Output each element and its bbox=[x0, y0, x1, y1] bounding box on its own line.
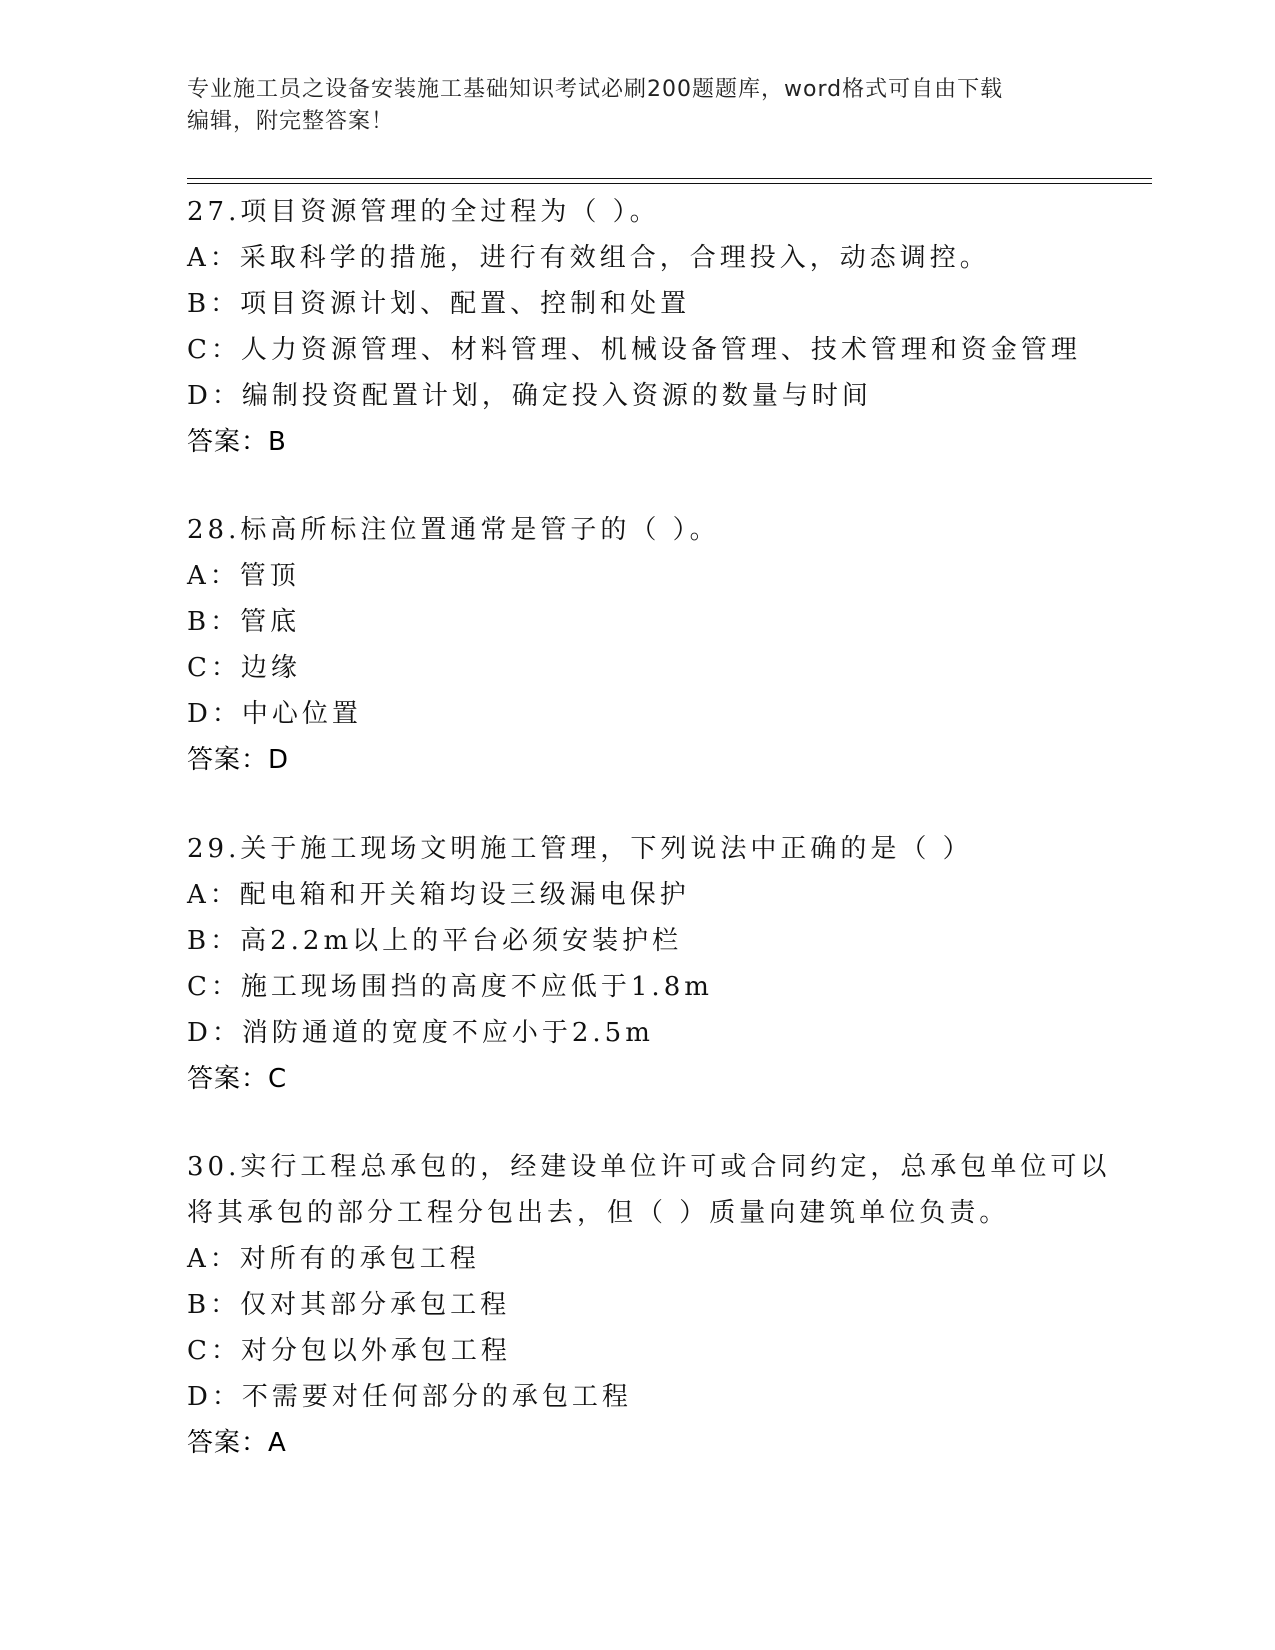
question-stem: 28.标高所标注位置通常是管子的（ ）。 bbox=[187, 515, 720, 545]
option-b: B：仅对其部分承包工程 bbox=[187, 1290, 511, 1320]
option-d: D：中心位置 bbox=[187, 699, 362, 729]
option-d: D：编制投资配置计划，确定投入资源的数量与时间 bbox=[187, 381, 872, 411]
option-c: C：边缘 bbox=[187, 653, 301, 683]
header-line-1: 专业施工员之设备安装施工基础知识考试必刷200题题库，word格式可自由下载 bbox=[187, 77, 1004, 102]
header-line-2: 编辑，附完整答案！ bbox=[187, 109, 395, 134]
question-30 bbox=[187, 1144, 1111, 1466]
option-d: D：不需要对任何部分的承包工程 bbox=[187, 1382, 632, 1412]
answer-line: 答案：C bbox=[187, 1064, 288, 1094]
option-a: A：对所有的承包工程 bbox=[187, 1244, 480, 1274]
question-stem: 27.项目资源管理的全过程为（ ）。 bbox=[187, 197, 660, 227]
header-divider-top bbox=[187, 178, 1152, 179]
option-c: C：对分包以外承包工程 bbox=[187, 1336, 511, 1366]
option-b: B：项目资源计划、配置、控制和处置 bbox=[187, 289, 691, 319]
question-stem-line-1: 30.实行工程总承包的，经建设单位许可或合同约定，总承包单位可以 bbox=[187, 1152, 1111, 1182]
option-a: A：配电箱和开关箱均设三级漏电保护 bbox=[187, 880, 690, 910]
option-d: D：消防通道的宽度不应小于2.5m bbox=[187, 1018, 654, 1048]
answer-line: 答案：A bbox=[187, 1428, 287, 1458]
question-28 bbox=[187, 507, 1107, 783]
answer-line: 答案：B bbox=[187, 427, 287, 457]
question-27 bbox=[187, 189, 1107, 465]
option-b: B：管底 bbox=[187, 607, 301, 637]
answer-line: 答案：D bbox=[187, 745, 290, 775]
question-29 bbox=[187, 826, 1107, 1102]
question-stem: 29.关于施工现场文明施工管理，下列说法中正确的是（ ） bbox=[187, 834, 973, 864]
document-header bbox=[187, 74, 1087, 138]
option-a: A：采取科学的措施，进行有效组合，合理投入，动态调控。 bbox=[187, 243, 990, 273]
header-divider-bottom bbox=[187, 183, 1152, 184]
option-c: C：人力资源管理、材料管理、机械设备管理、技术管理和资金管理 bbox=[187, 335, 1081, 365]
question-stem-line-2: 将其承包的部分工程分包出去，但（ ）质量向建筑单位负责。 bbox=[187, 1198, 1010, 1228]
option-a: A：管顶 bbox=[187, 561, 300, 591]
option-b: B：高2.2m以上的平台必须安装护栏 bbox=[187, 926, 683, 956]
option-c: C：施工现场围挡的高度不应低于1.8m bbox=[187, 972, 713, 1002]
